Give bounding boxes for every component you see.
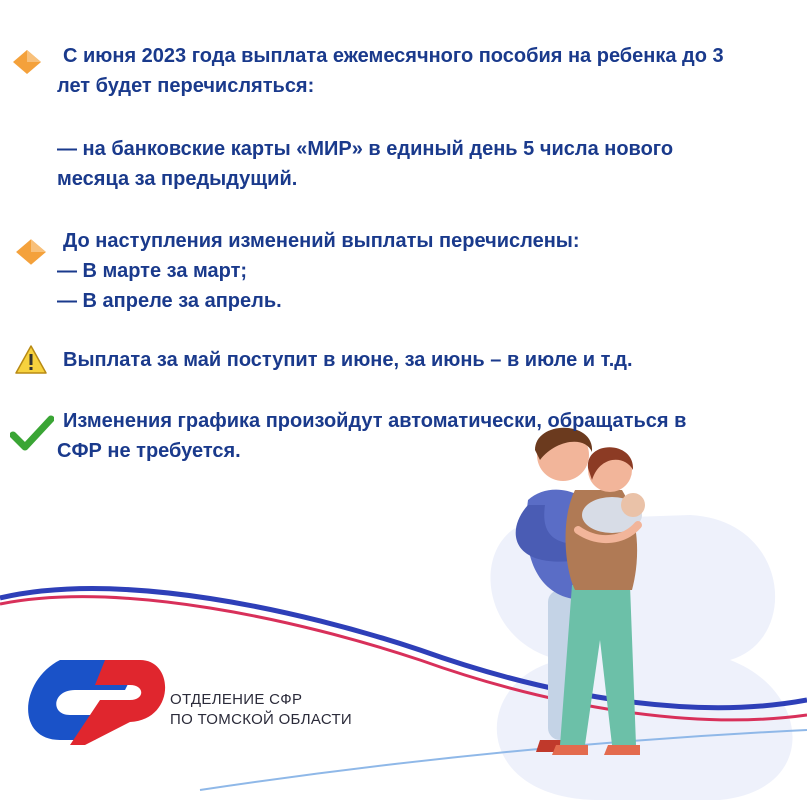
- point-3: [57, 226, 787, 316]
- orange-diamond-icon: [15, 238, 47, 266]
- checkmark-icon: [10, 415, 54, 451]
- logo-line-2: ПО ТОМСКОЙ ОБЛАСТИ: [170, 711, 352, 728]
- logo-line-1: ОТДЕЛЕНИЕ СФР: [170, 691, 303, 708]
- logo-caption: [170, 690, 352, 730]
- warning-icon: [14, 344, 48, 376]
- point-2-line-1: — на банковские карты «МИР» в единый день 5 числа нового: [57, 138, 674, 160]
- point-4: [57, 345, 787, 375]
- point-5-line-2: СФР не требуется.: [57, 440, 241, 462]
- point-5-line-1: Изменения графика произойдут автоматически, обращаться в: [63, 410, 687, 432]
- point-3-line-3: — В апреле за апрель.: [57, 290, 282, 312]
- point-1: [57, 41, 787, 101]
- point-2-line-2: месяца за предыдущий.: [57, 168, 298, 190]
- point-2: [57, 134, 787, 194]
- point-3-line-2: — В марте за март;: [57, 260, 248, 282]
- point-3-line-1: До наступления изменений выплаты перечислены:: [63, 230, 580, 252]
- orange-diamond-icon: [12, 49, 42, 75]
- sfr-logo: [28, 660, 165, 745]
- point-1-line-1: С июня 2023 года выплата ежемесячного пособия на ребенка до 3: [63, 45, 724, 67]
- point-4-line-1: Выплата за май поступит в июне, за июнь – в июле и т.д.: [63, 349, 633, 371]
- point-5: [57, 406, 787, 466]
- point-1-line-2: лет будет перечисляться:: [57, 75, 315, 97]
